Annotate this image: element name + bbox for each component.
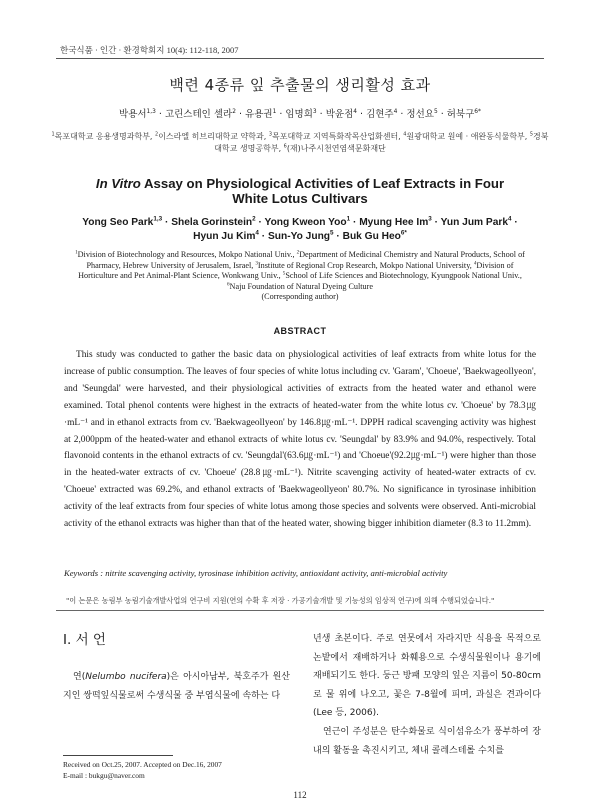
korean-affiliation-sup: 6 bbox=[283, 143, 287, 150]
english-affiliation-sup: 3 bbox=[255, 259, 258, 266]
korean-author bbox=[326, 109, 357, 120]
korean-affiliation-text: (재)나주시천연염색문화재단 bbox=[286, 144, 386, 153]
english-affiliation-text: Naju Foundation of Natural Dyeing Culture bbox=[229, 281, 374, 291]
english-author-name: Yong Seo Park bbox=[82, 217, 154, 228]
korean-affiliation bbox=[155, 132, 269, 141]
english-author-sup: 4 bbox=[508, 215, 512, 223]
english-affiliation bbox=[75, 250, 296, 259]
funding-note: "이 논문은 농림부 농림기술개발사업의 연구비 지원(연의 수확 후 저장 · 가공기술개발 및 기능성의 임상적 연구)에 의해 수행되었습니다." bbox=[66, 596, 495, 605]
korean-affiliation-text: 목포대학교 지역특화작목산업화센터, bbox=[271, 132, 404, 141]
korean-author-name: 임명희 bbox=[285, 109, 313, 120]
korean-affiliation-sup: 4 bbox=[403, 131, 407, 138]
english-author bbox=[268, 231, 334, 242]
intro-right-paragraph-2: 연근이 주성분은 탄수화물로 식이섬유소가 풍부하여 장내의 활동을 촉진시키고, 체내 콜레스테롤 수치를 bbox=[313, 726, 541, 756]
korean-affiliation-sup: 2 bbox=[155, 131, 159, 138]
english-author-sup: 3 bbox=[428, 215, 432, 223]
english-affiliation-sup: 4 bbox=[473, 259, 477, 266]
korean-author-name: 박윤점 bbox=[325, 109, 354, 120]
english-affiliation-text: Institute of Regional Crop Research, Mokpo National University, bbox=[257, 260, 474, 270]
abstract-heading: ABSTRACT bbox=[273, 326, 327, 336]
english-affiliation-text: School of Life Sciences and Biotechnology, Kyungpook National Univ., bbox=[285, 271, 522, 281]
english-title bbox=[85, 176, 515, 206]
korean-affiliation-sup: 5 bbox=[529, 131, 534, 138]
korean-affiliation-sup: 1 bbox=[51, 131, 55, 138]
korean-author bbox=[245, 109, 276, 120]
footnote-rule bbox=[63, 755, 173, 756]
english-author-name: Buk Gu Heo bbox=[342, 230, 401, 242]
english-author-name: Myung Hee Im bbox=[359, 217, 429, 228]
english-affiliation-text: Department of Medicinal Chemistry and Natural Products, School of Pharmacy, Hebrew University of Jerusalem, Israel, bbox=[86, 250, 525, 270]
korean-affiliation bbox=[51, 131, 159, 141]
header-rule bbox=[56, 58, 544, 59]
korean-author-sup: 6* bbox=[474, 108, 481, 115]
english-author-name: Yun Jum Park bbox=[440, 217, 509, 228]
intro-paren: ( bbox=[81, 672, 86, 682]
abstract-body: This study was conducted to gather the basic data on physiological activities of leaf extracts from white lotus for the increase of public consumption. The leaves of four species of white lotus including cv. 'Garam', 'Choeue', 'Baekwageollyeon', and 'Seungdal' were harvested, and their physiological activities of extracts from the heated water and ethanol were examined. Total phenol contents were highest in the extracts of heated-water from the white lotus cv. 'Choeue' by 78.3㎍·mL⁻¹ and in ethanol extracts from cv. 'Baekwageollyeon' by 146.8㎍·mL⁻¹. DPPH radical scavenging activity was highest at 2,000ppm of the heated-water and ethanol extracts of white lotus cv. 'Seungdal' by 83.9% and 94.0%, respectively. Total flavonoid contents in the ethanol extracts of cv. 'Seungdal'(63.6㎍·mL⁻¹) and 'Choeue'(92.2㎍·mL⁻¹) were higher than those in the heated-water extracts of cv. 'Choeue' (28.8㎍·mL⁻¹). Nitrite scavenging activity of heated-water extracts of cv. 'Choeue' extracted was 69.2%, and ethanol extracts of 'Baekwageollyeon' 80.7%. No significance in tyrosinase inhibition activity of the leaf extracts from four species of white lotus among those species and solvents were observed. Anti-microbial activity of the ethanol extracts was higher than that of the heated water, showing bigger inhibition diameter (8.3 to 11.2mm). bbox=[64, 350, 536, 530]
korean-affiliation-text: 이스라엘 히브리대학교 약학과, bbox=[158, 132, 269, 141]
english-author-sup: 5 bbox=[330, 229, 334, 237]
intro-left-text: )은 아시아남부, 북호주가 원산지인 쌍떡잎식물로써 수생식물 중 부엽식물에 속하는 다 bbox=[63, 672, 290, 701]
english-affiliation bbox=[283, 271, 522, 280]
korean-author-name: 김현주 bbox=[366, 109, 394, 120]
english-affiliation-text: Division of Horticulture and Pet Animal-Plant Science, Wonkwang Univ., bbox=[78, 260, 514, 281]
korean-affiliation bbox=[269, 132, 403, 141]
section-title-introduction: Ⅰ. 서 언 bbox=[63, 632, 106, 648]
english-author-sup: 1,3 bbox=[153, 215, 163, 223]
english-affiliation-text: Division of Biotechnology and Resources, Mokpo National Univ., bbox=[77, 250, 297, 259]
contact-email: E-mail : bukgu@naver.com bbox=[63, 770, 145, 780]
korean-author-name: 박용서 bbox=[119, 109, 147, 120]
corresponding-author-note: (Corresponding author) bbox=[261, 292, 339, 302]
english-authors: Yong Seo Park$^{1,3}$ · Shela Gorinstein$^2$ · Yong Kweon Yoo$^1$ · Myung Hee $Im^3$ · Yun Jum Park$^4$ · Hyun Ju Kim$^4$ · Sun-Yo Jung$^5$ · Buk Gu Heo$^{6*}$ bbox=[82, 215, 518, 242]
english-author bbox=[171, 217, 255, 228]
english-author-sup: 2 bbox=[252, 215, 256, 223]
english-author-sup: 6* bbox=[400, 229, 407, 237]
journal-citation: 한국식품 · 인간 · 환경학회지 10(4): 112-118, 2007 bbox=[60, 45, 239, 55]
english-author bbox=[82, 217, 162, 228]
korean-affiliations bbox=[50, 131, 550, 155]
korean-author-sup: 3 bbox=[312, 108, 317, 115]
english-author-sup: 1 bbox=[346, 215, 351, 223]
english-affiliation-sup: 1 bbox=[75, 249, 78, 256]
korean-authors: 박용서$^{1,3}$ · 고린스테인 셀라$^2$ · 유용권$^1$ · 임명희$^3$ · 박윤점$^4$ · 김현주$^4$ · 정선요$^5$ · 허북구$^{6*}$ bbox=[119, 108, 481, 120]
english-affiliation bbox=[255, 261, 474, 270]
page-number: 112 bbox=[293, 790, 307, 800]
english-author-name: Sun-Yo Jung bbox=[267, 230, 331, 242]
korean-affiliation-text: 원광대학교 원예 · 애완동식물학부, bbox=[406, 132, 530, 141]
intro-lead-char: 연 bbox=[73, 672, 82, 682]
english-title-italic: In Vitro bbox=[95, 176, 141, 191]
english-affiliation bbox=[227, 282, 373, 291]
english-author bbox=[359, 217, 432, 228]
english-affiliation-sup: 6 bbox=[226, 281, 230, 288]
korean-author bbox=[447, 109, 481, 120]
korean-author-sup: 4 bbox=[393, 108, 398, 115]
korean-author bbox=[285, 109, 316, 120]
english-author bbox=[441, 217, 512, 228]
english-author bbox=[193, 231, 259, 242]
korean-author bbox=[406, 109, 437, 120]
korean-author-name: 정선요 bbox=[406, 109, 434, 120]
korean-author-name: 고린스테인 셀라 bbox=[164, 109, 233, 120]
korean-author-sup: 4 bbox=[353, 108, 357, 115]
english-affiliations bbox=[68, 250, 532, 303]
korean-author-name: 허북구 bbox=[446, 109, 475, 120]
korean-author bbox=[165, 109, 236, 120]
korean-affiliation bbox=[403, 132, 530, 141]
english-author-name: Shela Gorinstein bbox=[171, 217, 253, 228]
english-title-rest: Assay on Physiological Activities of Leaf Extracts in Four White Lotus Cultivars bbox=[140, 176, 505, 206]
intro-right-paragraph-1: 년생 초본이다. 주로 연못에서 자라지만 식용을 목적으로 논밭에서 재배하거나 화훼용으로 수생식물원이나 용기에 재배되기도 한다. 둥근 방패 모양의 잎은 지름이 50-80cm로 물 위에 나오고, 꽃은 7-8월에 피며, 과실은 견과이다(Lee 등, 2006). bbox=[313, 634, 541, 719]
korean-author-sup: 5 bbox=[433, 108, 438, 115]
korean-affiliation-text: 목포대학교 응용생명과학부, bbox=[54, 132, 156, 141]
korean-author bbox=[366, 109, 397, 120]
english-author-sup: 4 bbox=[255, 229, 259, 237]
keywords: Keywords : nitrite scavenging activity, tyrosinase inhibition activity, antioxidant activity, anti-microbial activity bbox=[64, 568, 448, 578]
korean-author-name: 유용권 bbox=[245, 109, 273, 120]
korean-affiliation-sup: 3 bbox=[268, 131, 272, 138]
english-author-name: Yong Kweon Yoo bbox=[264, 217, 347, 228]
english-affiliation-sup: 2 bbox=[296, 249, 300, 256]
intro-right-column bbox=[313, 630, 541, 760]
korean-author-sup: 2 bbox=[232, 108, 236, 115]
korean-affiliation bbox=[284, 144, 386, 153]
korean-author bbox=[119, 109, 156, 120]
korean-affiliation-text: 경북대학교 생명공학부, bbox=[214, 132, 549, 153]
korean-author-sup: 1 bbox=[272, 108, 277, 115]
intro-left-column bbox=[63, 668, 290, 705]
species-name: Nelumbo nucifera bbox=[85, 672, 167, 682]
english-author-name: Hyun Ju Kim bbox=[193, 230, 256, 242]
footnote bbox=[63, 760, 222, 781]
korean-author-sup: 1,3 bbox=[146, 108, 156, 115]
english-affiliation-sup: 5 bbox=[282, 270, 286, 277]
received-date: Received on Oct.25, 2007. Accepted on Dec.16, 2007 bbox=[63, 760, 222, 769]
english-author bbox=[343, 231, 407, 242]
korean-title: 백련 4종류 잎 추출물의 생리활성 효과 bbox=[169, 76, 431, 94]
section-divider bbox=[56, 610, 544, 611]
english-author bbox=[265, 217, 351, 228]
